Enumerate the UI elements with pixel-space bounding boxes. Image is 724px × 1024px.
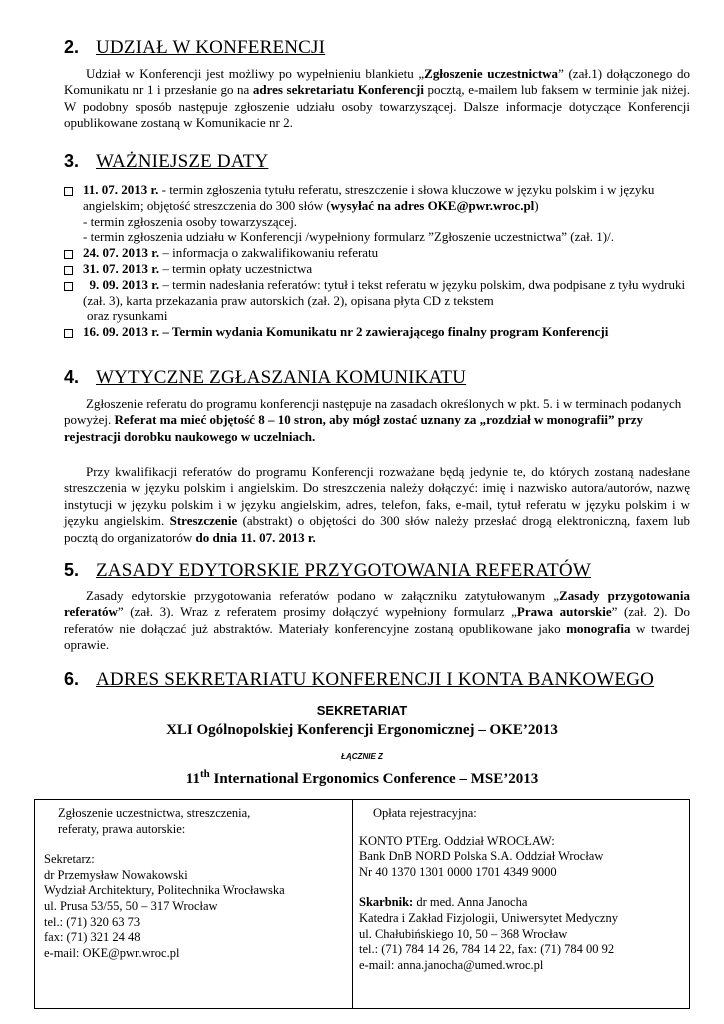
conference-title-1: XLI Ogólnopolskiej Konferencji Ergonomicznej – OKE’2013	[166, 722, 558, 738]
section-4-paragraph-2	[64, 464, 690, 546]
bold-text: wysyłać na adres OKE@pwr.wroc.pl	[330, 197, 535, 213]
text: Przy kwalifikacji referatów do programu Konferencji rozważane będą jedynie te, do których zostaną nadesłane streszczenia w języku polskim i angielskim. Do streszczenia należy dołączyć: imię i nazwisko autora/autorów, nazwę instytucji w języku polskim i w języku angielskim, adres, telefon, faks, e-mail, tytuł referatu w języku polskim i w języku angielskim.	[64, 464, 690, 529]
section-number: 3.	[64, 151, 80, 171]
date-label: 31. 07. 2013 r.	[83, 260, 160, 276]
date-label: 16. 09. 2013 r.	[83, 324, 160, 340]
section-number: 4.	[64, 367, 80, 387]
section-6-heading	[64, 668, 654, 691]
text: – termin nadesłania referatów: tytuł i tekst referatu w języku polskim, dwa podpisane z tyłu wydruki (zał. 3), karta przekazania praw autorskich (zał. 2), opisana płyta CD z tekstem	[83, 276, 686, 308]
cell-heading: Zgłoszenie uczestnictwa, streszczenia,	[58, 806, 251, 820]
date-label: 24. 07. 2013 r.	[83, 245, 160, 261]
cell-heading: Opłata rejestracyjna:	[373, 806, 477, 820]
conference-title-2	[0, 768, 724, 788]
section-2-heading	[64, 36, 325, 59]
contact-name: dr med. Anna Janocha	[413, 895, 528, 910]
section-title: WAŻNIEJSZE DATY	[96, 151, 269, 172]
fax: fax: (71) 321 24 48	[44, 930, 141, 945]
column-divider	[352, 800, 353, 1008]
bold-text: adres sekretariatu Konferencji	[252, 82, 424, 98]
section-5-paragraph	[64, 588, 690, 654]
phone: tel.: (71) 320 63 73	[44, 914, 141, 929]
text: pocztą, e-mailem lub faksem w terminie jak niżej. W podobny sposób następuje zgłoszenie udziału osoby towarzyszącej. Dalsze informacje dotyczące Konferencji opublikowane zostaną w Komunikacie nr 2.	[64, 82, 690, 131]
section-number: 5.	[64, 560, 80, 580]
text: 11	[185, 771, 200, 787]
dates-list	[64, 182, 694, 340]
phone-fax: tel.: (71) 784 14 26, 784 14 22, fax: (71) 784 00 92	[359, 942, 615, 957]
date-item	[64, 277, 694, 324]
text: w twardej oprawie.	[64, 620, 690, 653]
bold-text: do dnia 11. 07. 2013 r.	[195, 529, 316, 545]
bold-text: Prawa autorskie	[516, 604, 612, 620]
contacts-table	[34, 799, 690, 1009]
text: – termin opłaty uczestnictwa	[159, 260, 313, 276]
date-item	[64, 245, 694, 261]
institution: Katedra i Zakład Fizjologii, Uniwersytet Medyczny	[359, 910, 618, 925]
section-title: ADRES SEKRETARIATU KONFERENCJI I KONTA BANKOWEGO	[96, 669, 655, 690]
text: Zgłoszenie referatu do programu konferencji następuje na zasadach określonych w pkt. 5. i w terminach podanych powyżej.	[64, 396, 682, 428]
account-number: Nr 40 1370 1301 0000 1701 4349 9000	[359, 864, 557, 879]
text: ” (zał.1) dołączonego do Komunikatu nr 1 i przesłanie go na	[64, 66, 690, 98]
text: – informacja o zakwalifikowaniu referatu	[159, 245, 379, 261]
date-item	[64, 324, 694, 340]
date-label: 11. 07. 2013 r.	[83, 182, 159, 197]
section-number: 2.	[64, 37, 80, 57]
address: ul. Chałubińskiego 10, 50 – 368 Wrocław	[359, 926, 568, 941]
section-3-heading	[64, 150, 268, 173]
role-label: Sekretarz:	[44, 852, 95, 867]
secretariat-label: SEKRETARIAT	[316, 703, 408, 718]
bold-text: – Termin wydania Komunikatu nr 2 zawierającego finalny program Konferencji	[159, 324, 609, 340]
bold-text: monografia	[566, 620, 631, 636]
contact-name: dr Przemysław Nowakowski	[44, 867, 188, 882]
text: Zasady edytorskie przygotowania referatów podano w załączniku zatytułowanym „	[86, 588, 560, 603]
text: - termin zgłoszenia osoby towarzyszącej.	[83, 213, 298, 229]
section-title: ZASADY EDYTORSKIE PRZYGOTOWANIA REFERATÓW	[96, 560, 591, 581]
bold-text: Zgłoszenie uczestnictwa	[424, 66, 559, 81]
section-number: 6.	[64, 669, 80, 689]
together-with-label: ŁĄCZNIE Z	[341, 752, 383, 761]
contacts-right-column	[359, 806, 618, 973]
account-label: KONTO PTErg. Oddział WROCŁAW:	[359, 833, 555, 848]
date-label: 9. 09. 2013 r.	[89, 276, 160, 292]
date-item	[64, 182, 694, 245]
section-title: WYTYCZNE ZGŁASZANIA KOMUNIKATU	[96, 367, 467, 388]
contacts-left-column	[44, 806, 285, 961]
text: - termin zgłoszenia udziału w Konferencji /wypełniony formularz ”Zgłoszenie uczestnictwa” (zał. 1)/.	[83, 229, 614, 245]
superscript: th	[199, 768, 210, 780]
bank-name: Bank DnB NORD Polska S.A. Oddział Wrocław	[359, 849, 604, 864]
email: e-mail: OKE@pwr.wroc.pl	[44, 945, 180, 960]
bold-text: Streszczenie	[169, 513, 238, 529]
text: International Ergonomics Conference – MSE’2013	[209, 771, 539, 787]
bold-text: Zasady przygotowania referatów	[64, 588, 690, 620]
checkbox-bullet-icon	[64, 250, 73, 259]
section-4-heading	[64, 366, 466, 389]
section-title: UDZIAŁ W KONFERENCJI	[96, 37, 326, 58]
text: )	[534, 197, 539, 213]
text: oraz rysunkami	[87, 308, 168, 324]
text: Udział w Konferencji jest możliwy po wypełnieniu blankietu „	[86, 66, 425, 81]
checkbox-bullet-icon	[64, 282, 73, 291]
text: - termin zgłoszenia tytułu referatu, streszczenie i słowa kluczowe w języku polskim i w języku angielskim; objętość streszczenia do 300 słów (	[83, 182, 655, 213]
email: e-mail: anna.janocha@umed.wroc.pl	[359, 957, 544, 972]
section-4-paragraph-1	[64, 396, 690, 445]
text: (abstrakt) o objętości do 300 słów należy przesłać drogą elektroniczną, faxem lub pocztą do organizatorów	[64, 513, 691, 545]
address: ul. Prusa 53/55, 50 – 317 Wrocław	[44, 898, 218, 913]
checkbox-bullet-icon	[64, 187, 73, 196]
section-2-paragraph	[64, 66, 690, 132]
checkbox-bullet-icon	[64, 266, 73, 275]
text: ” (zał. 2). Do referatów nie dołączać już abstraktów. Materiały konferencyjne zostaną opublikowane jako	[64, 604, 691, 636]
cell-heading: referaty, prawa autorskie:	[58, 821, 186, 836]
role-label: Skarbnik:	[359, 895, 414, 910]
bold-text: Referat ma mieć objętość 8 – 10 stron, aby mógł zostać uznany za „rozdział w monografii” przy rejestracji dorobku naukowego w uczelniach.	[64, 412, 644, 444]
institution: Wydział Architektury, Politechnika Wrocławska	[44, 883, 285, 898]
section-5-heading	[64, 559, 591, 582]
checkbox-bullet-icon	[64, 329, 73, 338]
date-item	[64, 261, 694, 277]
text: ” (zał. 3). Wraz z referatem prosimy dołączyć wypełniony formularz „	[117, 604, 517, 620]
